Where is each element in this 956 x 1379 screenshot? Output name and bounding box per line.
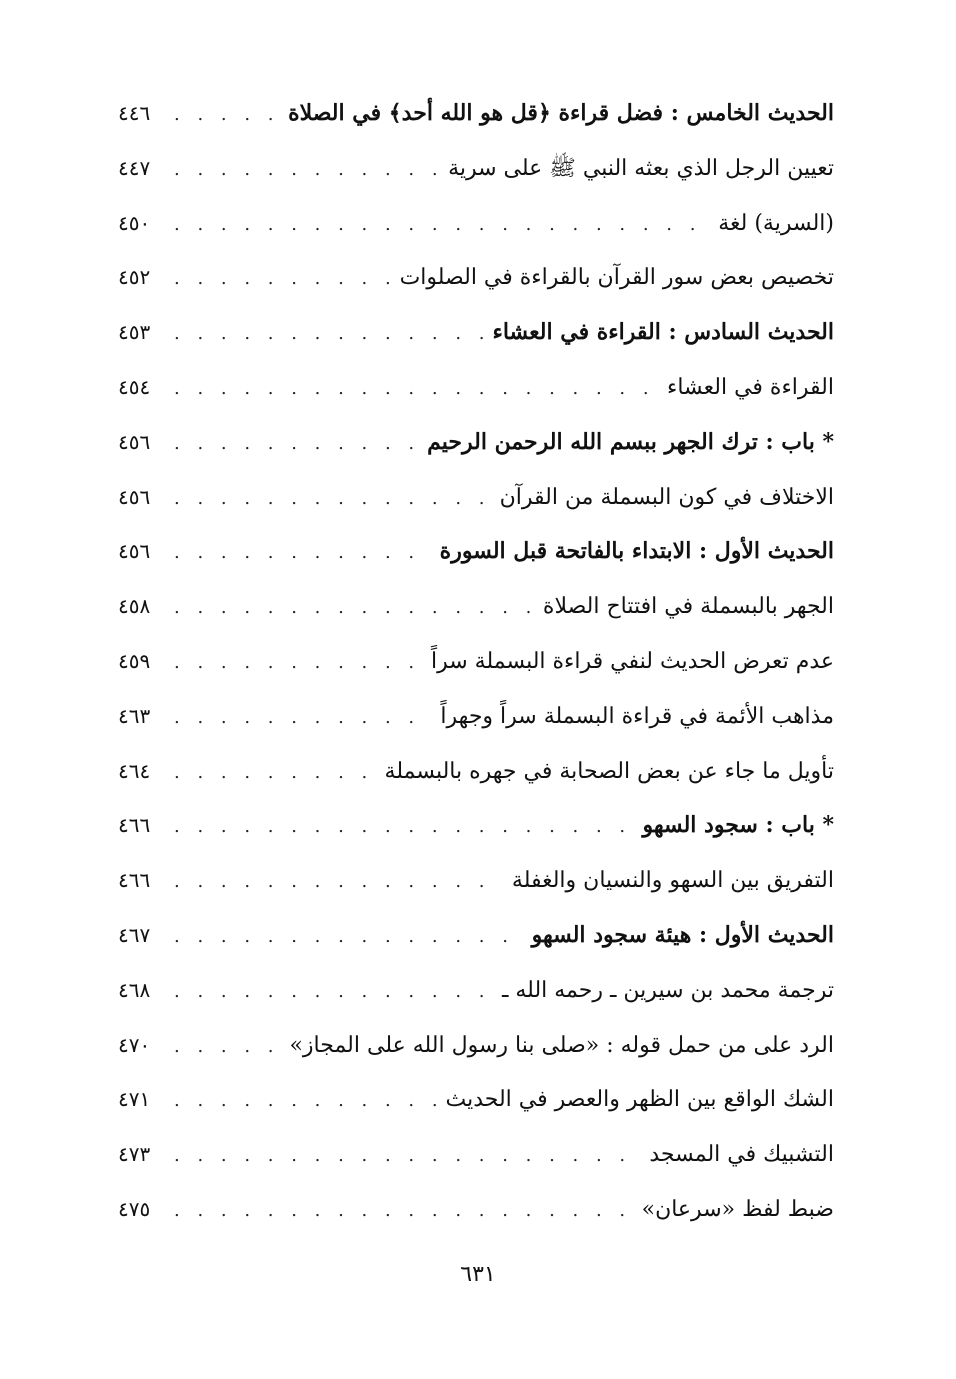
toc-entry [118, 141, 834, 196]
toc-entry-page: ٤٥٨ [118, 594, 151, 619]
dot-leader [174, 198, 710, 253]
dot-leader [174, 1129, 641, 1184]
toc-entry-title: تخصيص بعض سور القرآن بالقراءة في الصلوات [399, 265, 834, 291]
toc-entry-page: ٤٥٠ [118, 210, 151, 235]
toc-entry-title: الحديث الأول : هيئة سجود السهو [531, 921, 834, 948]
toc-entry-page: ٤٧١ [118, 1087, 151, 1112]
toc-entry-title: * باب : سجود السهو [642, 812, 834, 839]
dot-leader [174, 362, 659, 417]
dot-leader [174, 1184, 634, 1239]
toc-entry-title: الاختلاف في كون البسملة من القرآن [499, 484, 834, 510]
toc-entry-page: ٤٧٣ [118, 1142, 151, 1167]
toc-entry-title: الرد على من حمل قوله : «صلى بنا رسول الله على المجاز» [289, 1032, 834, 1058]
toc-entry-title: مذاهب الأئمة في قراءة البسملة سراً وجهراً [440, 703, 834, 729]
toc-entry-page: ٤٧٠ [118, 1032, 151, 1057]
toc-entry [118, 908, 834, 963]
toc-entry [118, 634, 834, 689]
toc-entry-title: ترجمة محمد بن سيرين ـ رحمه الله ـ [501, 977, 834, 1003]
toc-entry-title: الشك الواقع بين الظهر والعصر في الحديث [445, 1087, 834, 1113]
table-of-contents [118, 86, 834, 1237]
toc-entry [118, 579, 834, 634]
dot-leader [174, 581, 535, 636]
toc-entry-page: ٤٥٣ [118, 320, 151, 345]
toc-entry-title: التشبيك في المسجد [649, 1142, 834, 1168]
toc-entry [118, 744, 834, 799]
dot-leader [174, 910, 524, 965]
dot-leader [174, 746, 377, 801]
dot-leader [174, 143, 440, 198]
toc-entry-page: ٤٥٦ [118, 539, 151, 564]
toc-entry-page: ٤٦٤ [118, 758, 151, 783]
toc-entry-page: ٤٥٩ [118, 648, 151, 673]
toc-entry-title: القراءة في العشاء [666, 374, 834, 400]
toc-entry-title: (السرية) لغة [718, 210, 834, 236]
dot-leader [174, 1020, 281, 1075]
dot-leader [174, 855, 504, 910]
toc-entry-title: تعيين الرجل الذي بعثه النبي ﷺ على سرية [448, 155, 834, 181]
toc-entry-page: ٤٥٤ [118, 374, 151, 399]
toc-entry-title: ضبط لفظ «سرعان» [641, 1196, 834, 1222]
dot-leader [174, 417, 419, 472]
toc-entry [118, 86, 834, 141]
toc-entry-page: ٤٦٧ [118, 922, 151, 947]
toc-entry-page: ٤٦٦ [118, 868, 151, 893]
toc-entry-title: التفريق بين السهو والنسيان والغفلة [511, 868, 834, 894]
toc-entry [118, 963, 834, 1018]
toc-entry [118, 250, 834, 305]
toc-entry-page: ٤٥٢ [118, 265, 151, 290]
toc-entry [118, 798, 834, 853]
toc-entry-page: ٤٦٨ [118, 977, 151, 1002]
toc-entry-title: الحديث الخامس : فضل قراءة ﴿قل هو الله أحد﴾ في الصلاة [288, 100, 834, 126]
page-number: ٦٣١ [460, 1262, 496, 1287]
dot-leader [174, 965, 494, 1020]
toc-entry [118, 853, 834, 908]
toc-entry-page: ٤٧٥ [118, 1196, 151, 1221]
toc-entry-page: ٤٦٣ [118, 703, 151, 728]
dot-leader [174, 88, 280, 143]
toc-entry-page: ٤٦٦ [118, 813, 151, 838]
toc-entry [118, 470, 834, 525]
dot-leader [174, 526, 432, 581]
toc-entry [118, 1072, 834, 1127]
toc-entry [118, 360, 834, 415]
toc-entry-title: الحديث الأول : الابتداء بالفاتحة قبل السورة [439, 538, 834, 565]
toc-entry [118, 1018, 834, 1073]
toc-entry [118, 305, 834, 360]
toc-entry-page: ٤٤٧ [118, 155, 151, 180]
dot-leader [174, 1074, 437, 1129]
toc-entry [118, 1127, 834, 1182]
toc-entry-title: عدم تعرض الحديث لنفي قراءة البسملة سراً [430, 648, 834, 674]
dot-leader [174, 800, 634, 855]
toc-entry [118, 415, 834, 470]
toc-entry-page: ٤٥٦ [118, 429, 151, 454]
dot-leader [174, 472, 492, 527]
toc-entry [118, 689, 834, 744]
dot-leader [174, 252, 392, 307]
dot-leader [174, 691, 432, 746]
dot-leader [174, 636, 423, 691]
toc-entry-title: * باب : ترك الجهر ببسم الله الرحمن الرحيم [427, 428, 834, 455]
toc-entry [118, 524, 834, 579]
toc-entry-title: تأويل ما جاء عن بعض الصحابة في جهره بالبسملة [384, 758, 834, 784]
toc-entry [118, 196, 834, 251]
toc-entry-title: الجهر بالبسملة في افتتاح الصلاة [542, 594, 834, 620]
toc-entry-title: الحديث السادس : القراءة في العشاء [492, 319, 834, 346]
dot-leader [174, 307, 484, 362]
toc-entry [118, 1182, 834, 1237]
toc-entry-page: ٤٤٦ [118, 101, 151, 125]
toc-entry-page: ٤٥٦ [118, 484, 151, 509]
